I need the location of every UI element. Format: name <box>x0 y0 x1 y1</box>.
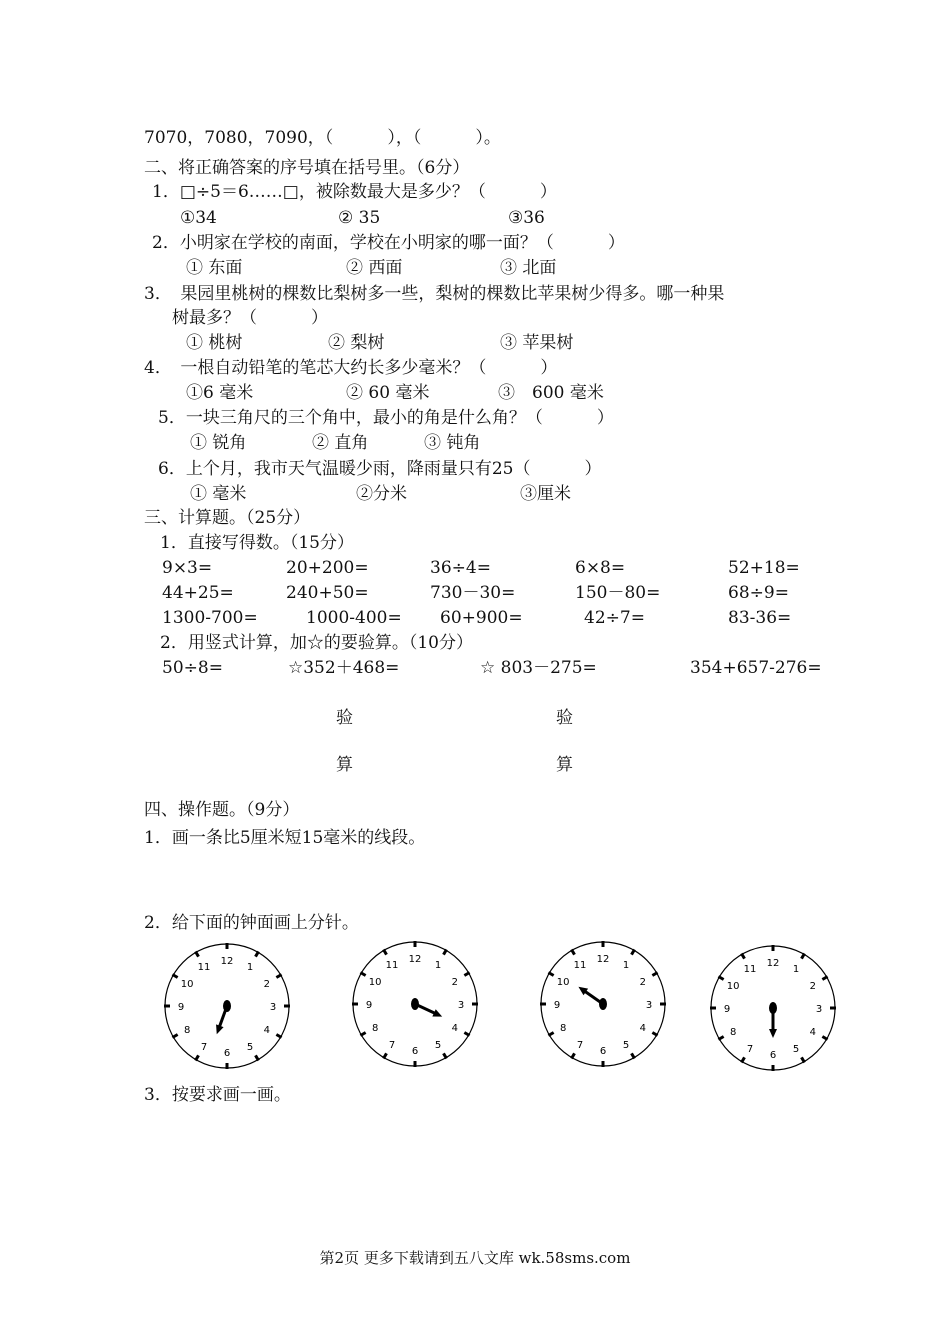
clock-number: 2 <box>451 977 459 988</box>
q4-option-2: ② 60 毫米 <box>346 383 430 403</box>
clock-tick <box>572 1053 575 1058</box>
clock-center-pivot <box>599 998 607 1010</box>
clock-number: 3 <box>457 1000 465 1011</box>
check-label-1a: 验 <box>336 708 353 728</box>
clock-number: 1 <box>434 960 442 972</box>
q3-text: 3． 果园里桃树的棵数比梨树多一些，梨树的棵数比苹果树少得多。哪一种果 <box>144 284 725 304</box>
q5-option-2: ② 直角 <box>312 433 369 453</box>
q3-text-cont: 树最多？（ ） <box>172 308 329 328</box>
calc-r2-c4: 150－80= <box>575 583 661 603</box>
clock-number: 7 <box>388 1039 396 1051</box>
clock-number: 11 <box>743 964 757 976</box>
section2-heading: 二、将正确答案的序号填在括号里。（6分） <box>144 158 470 178</box>
clock-tick <box>802 1057 805 1062</box>
clock-number: 6 <box>599 1046 607 1057</box>
calc-r2-c5: 68÷9= <box>728 583 789 603</box>
q4-option-3: ③ 600 毫米 <box>498 383 604 403</box>
q2-option-1: ① 东面 <box>186 258 243 278</box>
q6-text: 6．上个月，我市天气温暖少雨，降雨量只有25（ ） <box>158 459 602 479</box>
check-label-2b: 算 <box>556 755 573 775</box>
clock-tick <box>384 949 387 954</box>
q2-text: 2．小明家在学校的南面，学校在小明家的哪一面？（ ） <box>152 233 625 253</box>
clock-number: 3 <box>815 1004 823 1015</box>
clock-number: 8 <box>729 1027 737 1038</box>
clock-center-pivot <box>223 1000 231 1012</box>
clock-tick <box>256 1055 259 1060</box>
clock-number: 10 <box>556 977 570 988</box>
section4-q2: 2．给下面的钟面画上分针。 <box>144 913 359 933</box>
clock-number: 2 <box>263 979 271 990</box>
q1-option-3: ③36 <box>508 208 545 228</box>
check-label-2a: 验 <box>556 708 573 728</box>
section4-q3: 3．按要求画一画。 <box>144 1085 291 1105</box>
clock-tick <box>742 1057 745 1062</box>
q4-option-1: ①6 毫米 <box>186 383 254 403</box>
clock-tick <box>196 1055 199 1060</box>
clock-number: 12 <box>596 954 610 965</box>
section4-q1: 1．画一条比5厘米短15毫米的线段。 <box>144 828 426 848</box>
clock-number: 1 <box>246 962 254 974</box>
calc-r1-c3: 36÷4= <box>430 558 491 578</box>
clock-tick <box>172 975 177 978</box>
clock-tick <box>742 953 745 958</box>
clock-face-4 <box>704 944 842 1072</box>
clock-number: 10 <box>180 979 194 990</box>
clock-tick <box>548 973 553 976</box>
vertical-calc-3: ☆ 803－275= <box>480 658 597 678</box>
clock-tick <box>384 1053 387 1058</box>
clock-tick <box>802 953 805 958</box>
calc-r3-c5: 83-36= <box>728 608 792 628</box>
clock-tick <box>548 1033 553 1036</box>
clock-tick <box>360 1033 365 1036</box>
clock-tick <box>360 973 365 976</box>
clock-face-1 <box>158 942 296 1070</box>
clock-number: 12 <box>408 954 422 965</box>
vertical-calc-2: ☆352＋468= <box>288 658 400 678</box>
clock-tick <box>718 977 723 980</box>
clock-number: 4 <box>263 1025 271 1036</box>
clock-tick <box>256 951 259 956</box>
clock-tick <box>444 1053 447 1058</box>
clock-number: 8 <box>183 1025 191 1036</box>
clock-number: 7 <box>200 1041 208 1053</box>
page-footer: 第2页 更多下载请到五八文库 wk.58sms.com <box>319 1249 631 1267</box>
clock-face-3 <box>534 940 672 1068</box>
q2-option-3: ③ 北面 <box>500 258 557 278</box>
vertical-calc-1: 50÷8= <box>162 658 223 678</box>
clock-number: 9 <box>177 1002 185 1013</box>
clock-number: 1 <box>792 964 800 976</box>
clock-tick <box>652 1033 657 1036</box>
q1-text: 1．□÷5＝6……□，被除数最大是多少？（ ） <box>152 182 557 202</box>
q2-option-2: ② 西面 <box>346 258 403 278</box>
q3-option-1: ① 桃树 <box>186 333 243 353</box>
clock-number: 8 <box>559 1023 567 1034</box>
clock-tick <box>822 1037 827 1040</box>
calc-r3-c4: 42÷7= <box>584 608 645 628</box>
clock-center-pivot <box>411 998 419 1010</box>
q5-option-1: ① 锐角 <box>190 433 247 453</box>
section3-sub1: 1．直接写得数。（15分） <box>160 533 354 553</box>
clock-number: 10 <box>726 981 740 992</box>
section4-heading: 四、操作题。（9分） <box>144 800 300 820</box>
clock-tick <box>196 951 199 956</box>
clock-number: 11 <box>385 960 399 972</box>
clock-tick <box>718 1037 723 1040</box>
q3-option-2: ② 梨树 <box>328 333 385 353</box>
clock-number: 10 <box>368 977 382 988</box>
hour-hand-arrowhead <box>216 1024 224 1034</box>
calc-r1-c2: 20+200= <box>286 558 369 578</box>
calc-r2-c3: 730－30= <box>430 583 516 603</box>
clock-number: 7 <box>746 1043 754 1055</box>
calc-r3-c2: 1000-400= <box>306 608 402 628</box>
clock-number: 8 <box>371 1023 379 1034</box>
calc-r2-c1: 44+25= <box>162 583 234 603</box>
clock-tick <box>444 949 447 954</box>
clock-number: 1 <box>622 960 630 972</box>
q4-text: 4． 一根自动铅笔的笔芯大约长多少毫米？（ ） <box>144 358 558 378</box>
clock-tick <box>276 1035 281 1038</box>
clock-number: 4 <box>639 1023 647 1034</box>
q1-option-2: ② 35 <box>338 208 381 228</box>
calc-r3-c1: 1300-700= <box>162 608 258 628</box>
clock-number: 3 <box>645 1000 653 1011</box>
clock-number: 12 <box>220 956 234 967</box>
section3-sub2: 2．用竖式计算，加☆的要验算。（10分） <box>160 633 473 653</box>
clock-number: 6 <box>223 1048 231 1059</box>
hour-hand-arrowhead <box>769 1029 777 1038</box>
check-label-1b: 算 <box>336 755 353 775</box>
q5-text: 5．一块三角尺的三个角中，最小的角是什么角？（ ） <box>158 408 614 428</box>
vertical-calc-4: 354+657-276= <box>690 658 822 678</box>
clock-number: 5 <box>246 1041 254 1053</box>
clock-tick <box>632 949 635 954</box>
calc-r2-c2: 240+50= <box>286 583 369 603</box>
q1-option-1: ①34 <box>180 208 217 228</box>
clock-number: 5 <box>434 1039 442 1051</box>
calc-r1-c1: 9×3= <box>162 558 213 578</box>
clock-number: 12 <box>766 958 780 969</box>
clock-tick <box>464 1033 469 1036</box>
clock-tick <box>464 973 469 976</box>
clock-number: 5 <box>792 1043 800 1055</box>
clock-number: 2 <box>639 977 647 988</box>
sequence-question: 7070，7080，7090，（ ），（ ）。 <box>144 128 501 148</box>
clock-number: 6 <box>411 1046 419 1057</box>
clock-tick <box>822 977 827 980</box>
clock-tick <box>572 949 575 954</box>
clock-number: 9 <box>723 1004 731 1015</box>
section3-heading: 三、计算题。（25分） <box>144 508 311 528</box>
clock-number: 9 <box>553 1000 561 1011</box>
clock-tick <box>652 973 657 976</box>
clock-center-pivot <box>769 1002 777 1014</box>
clock-number: 4 <box>451 1023 459 1034</box>
clock-number: 4 <box>809 1027 817 1038</box>
clock-number: 6 <box>769 1050 777 1061</box>
calc-r3-c3: 60+900= <box>440 608 523 628</box>
clock-number: 7 <box>576 1039 584 1051</box>
clock-number: 9 <box>365 1000 373 1011</box>
q5-option-3: ③ 钝角 <box>424 433 481 453</box>
clock-face-2 <box>346 940 484 1068</box>
clock-tick <box>632 1053 635 1058</box>
clock-tick <box>172 1035 177 1038</box>
q6-option-3: ③厘米 <box>520 484 571 504</box>
clock-number: 5 <box>622 1039 630 1051</box>
q6-option-2: ②分米 <box>356 484 407 504</box>
calc-r1-c4: 6×8= <box>575 558 626 578</box>
clock-number: 11 <box>573 960 587 972</box>
q3-option-3: ③ 苹果树 <box>500 333 574 353</box>
clock-number: 3 <box>269 1002 277 1013</box>
clock-number: 11 <box>197 962 211 974</box>
q6-option-1: ① 毫米 <box>190 484 247 504</box>
clock-tick <box>276 975 281 978</box>
clock-number: 2 <box>809 981 817 992</box>
calc-r1-c5: 52+18= <box>728 558 800 578</box>
